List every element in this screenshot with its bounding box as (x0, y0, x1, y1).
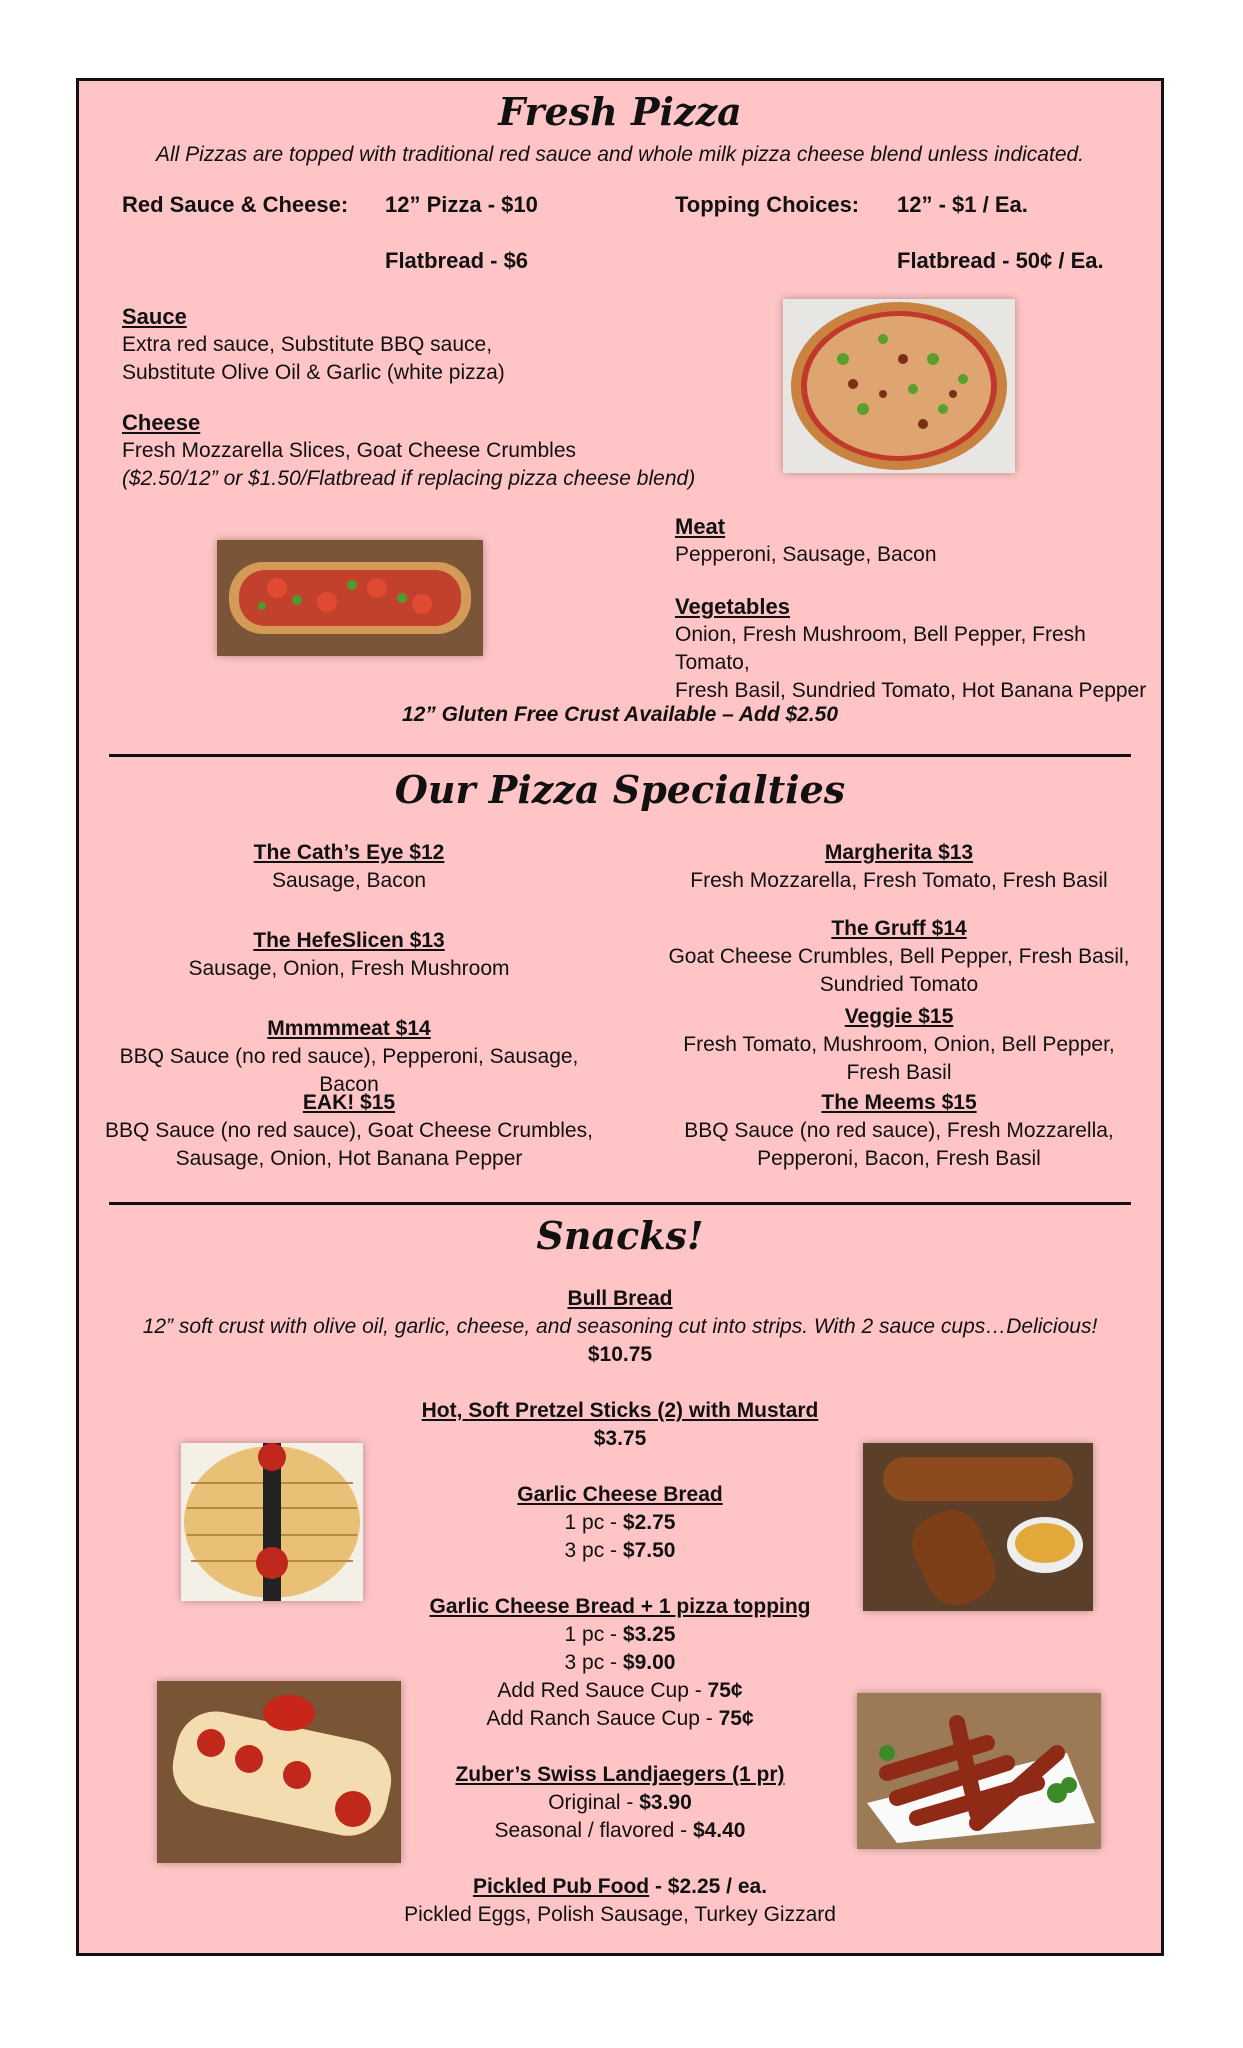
specialty-name: Margherita $13 (824, 841, 974, 864)
bull-bread-photo (181, 1443, 363, 1601)
specialty-item (89, 1089, 609, 1173)
flatbread-photo (217, 540, 483, 656)
specialty-item (639, 915, 1159, 1003)
meat-line: Pepperoni, Sausage, Bacon (675, 543, 937, 566)
snack-desc: 12” soft crust with olive oil, garlic, cheese, and seasoning cut into strips. With 2 sauce cups…Delicious! (142, 1315, 1098, 1338)
snack-name: Hot, Soft Pretzel Sticks (2) with Mustard (421, 1399, 819, 1422)
pizza-photo (783, 299, 1015, 473)
fresh-pizza-subtitle: All Pizzas are topped with traditional red sauce and whole milk pizza cheese blend unless indicated. (155, 143, 1085, 166)
price-label: 1 pc - (564, 1511, 623, 1534)
snack-name: Garlic Cheese Bread + 1 pizza topping (429, 1595, 811, 1618)
sauce-heading: Sauce (122, 304, 187, 329)
specialty-item (89, 1015, 609, 1096)
cheese-section (122, 409, 695, 493)
pizza-price: 12” Pizza - $10 (385, 192, 538, 217)
cheese-heading: Cheese (122, 410, 201, 435)
specialty-desc: Goat Cheese Crumbles, Bell Pepper, Fresh Basil, (668, 945, 1130, 968)
snack-price: $7.50 (622, 1539, 676, 1562)
specialty-item (639, 1089, 1159, 1173)
snack-price: $4.40 (692, 1819, 746, 1842)
snack-price: $3.25 (622, 1623, 676, 1646)
snack-name: Zuber’s Swiss Landjaegers (1 pr) (455, 1763, 785, 1786)
specialty-desc: BBQ Sauce (no red sauce), Fresh Mozzarella, (684, 1119, 1114, 1142)
vegetables-line: Fresh Basil, Sundried Tomato, Hot Banana Pepper (675, 679, 1147, 702)
bull-bread-item (79, 1285, 1161, 1369)
snack-desc: Pickled Eggs, Polish Sausage, Turkey Gizzard (404, 1903, 836, 1926)
snack-price: - $2.25 / ea. (649, 1875, 768, 1898)
price-label: 3 pc - (564, 1651, 623, 1674)
vegetables-heading: Vegetables (675, 594, 790, 619)
landjaegers-photo (857, 1693, 1101, 1849)
section-divider (109, 754, 1131, 757)
specialty-desc: Fresh Tomato, Mushroom, Onion, Bell Pepper, (683, 1033, 1115, 1056)
price-label: 3 pc - (564, 1539, 623, 1562)
snack-price: 75¢ (718, 1707, 754, 1730)
price-label: Seasonal / flavored - (494, 1819, 693, 1842)
menu-panel (76, 78, 1164, 1956)
cheese-line: ($2.50/12” or $1.50/Flatbread if replacing pizza cheese blend) (122, 467, 696, 490)
specialty-name: The Cath’s Eye $12 (253, 841, 445, 864)
snack-price: $3.90 (639, 1791, 692, 1814)
specialty-name: Veggie $15 (844, 1005, 954, 1028)
snack-price: $2.75 (622, 1511, 676, 1534)
fresh-pizza-title: Fresh Pizza (498, 89, 742, 134)
specialty-desc: Sausage, Onion, Hot Banana Pepper (175, 1147, 523, 1170)
sauce-line: Substitute Olive Oil & Garlic (white pizza) (122, 361, 505, 384)
specialty-item (89, 927, 609, 1015)
specialty-item (89, 839, 609, 927)
specialty-item (639, 1003, 1159, 1089)
price-label: Original - (548, 1791, 640, 1814)
pretzel-photo (863, 1443, 1093, 1611)
specialty-name: Mmmmmeat $14 (267, 1017, 431, 1040)
meat-heading: Meat (675, 514, 726, 539)
sauce-line: Extra red sauce, Substitute BBQ sauce, (122, 333, 493, 356)
snack-name: Garlic Cheese Bread (517, 1483, 723, 1506)
specialty-desc: Sausage, Onion, Fresh Mushroom (188, 957, 510, 980)
snacks-title: Snacks! (536, 1213, 704, 1258)
specialty-desc: Fresh Basil (846, 1061, 952, 1084)
specialty-desc: Sausage, Bacon (271, 869, 427, 892)
sauce-section (122, 303, 505, 387)
specialties-title: Our Pizza Specialties (394, 767, 846, 812)
specialties-left-column (89, 839, 609, 1173)
specialty-item (639, 839, 1159, 915)
price-label: Add Ranch Sauce Cup - (486, 1707, 719, 1730)
specialty-name: The Gruff $14 (831, 917, 967, 940)
flatbread-price: Flatbread - $6 (385, 248, 529, 273)
specialty-desc: Fresh Mozzarella, Fresh Tomato, Fresh Basil (690, 869, 1108, 892)
vegetables-section (675, 593, 1161, 705)
specialty-desc: BBQ Sauce (no red sauce), Goat Cheese Crumbles, (105, 1119, 593, 1142)
topping-flat-price: Flatbread - 50¢ / Ea. (897, 248, 1104, 273)
price-label: Add Red Sauce Cup - (497, 1679, 708, 1702)
topping-12-price: 12” - $1 / Ea. (897, 192, 1028, 217)
vegetables-line: Onion, Fresh Mushroom, Bell Pepper, Fresh Tomato, (675, 623, 1086, 674)
price-label: 1 pc - (564, 1623, 623, 1646)
specialty-name: The Meems $15 (821, 1091, 977, 1114)
specialty-desc: Pepperoni, Bacon, Fresh Basil (757, 1147, 1041, 1170)
red-sauce-label: Red Sauce & Cheese: (122, 192, 349, 217)
specialty-name: EAK! $15 (302, 1091, 396, 1114)
topping-label: Topping Choices: (675, 192, 860, 217)
snack-price: $9.00 (622, 1651, 676, 1674)
cheese-line: Fresh Mozzarella Slices, Goat Cheese Crumbles (122, 439, 577, 462)
pickled-item (79, 1873, 1161, 1929)
snack-price: $10.75 (587, 1343, 653, 1366)
specialty-desc: Sundried Tomato (819, 973, 979, 996)
gluten-free-note: 12” Gluten Free Crust Available – Add $2.50 (401, 703, 839, 726)
garlic-bread-photo (157, 1681, 401, 1863)
snack-price: 75¢ (707, 1679, 743, 1702)
specialty-name: The HefeSlicen $13 (253, 929, 445, 952)
specialty-desc: BBQ Sauce (no red sauce), Pepperoni, Sausage, Bacon (119, 1045, 579, 1096)
snack-name: Pickled Pub Food (472, 1875, 650, 1898)
meat-section (675, 513, 937, 569)
specialties-right-column (639, 839, 1159, 1173)
snack-price: $3.75 (593, 1427, 647, 1450)
snack-name: Bull Bread (567, 1287, 673, 1310)
section-divider (109, 1202, 1131, 1205)
